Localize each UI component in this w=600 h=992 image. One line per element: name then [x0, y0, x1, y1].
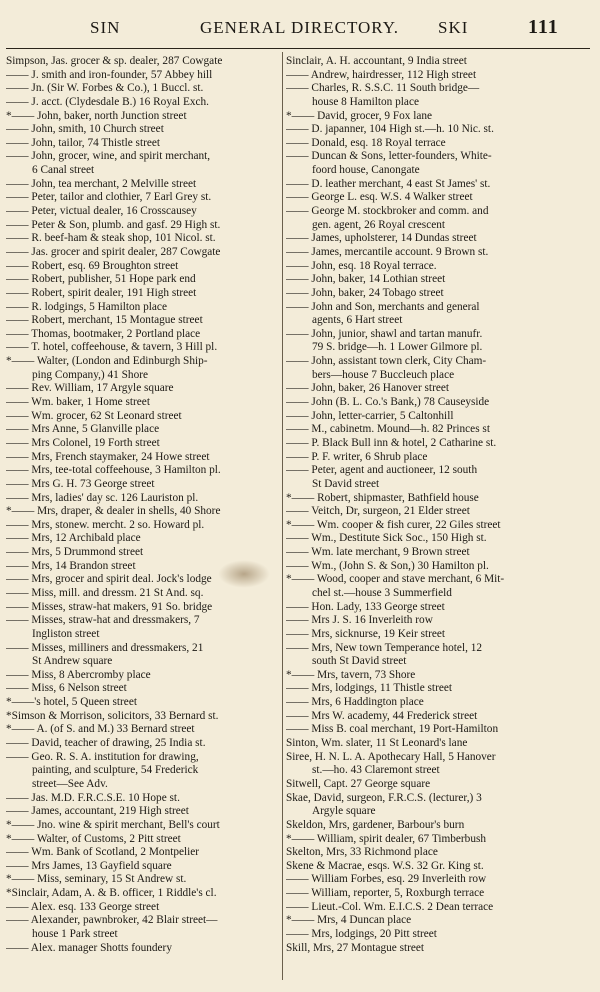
directory-entry-continuation: 79 S. bridge—h. 1 Lower Gilmore pl. — [312, 341, 483, 354]
directory-entry: *——'s hotel, 5 Queen street — [6, 696, 137, 709]
directory-entry: —— Miss, 6 Nelson street — [6, 682, 127, 695]
directory-entry: —— Geo. R. S. A. institution for drawing, — [6, 750, 199, 763]
directory-entry: Skelton, Mrs, 33 Richmond place — [286, 846, 438, 859]
header-right-guide: SKI — [438, 18, 469, 37]
directory-entry: *—— Walter, of Customs, 2 Pitt street — [6, 832, 181, 845]
directory-entry: —— R. lodgings, 5 Hamilton place — [6, 300, 167, 313]
directory-entry: —— Mrs, sicknurse, 19 Keir street — [286, 627, 446, 640]
directory-entry: —— Mrs, stonew. mercht. 2 so. Howard pl. — [6, 518, 205, 531]
directory-entry: —— Peter, tailor and clothier, 7 Earl Grey st. — [6, 191, 212, 204]
directory-entry: *—— Miss, seminary, 15 St Andrew st. — [6, 873, 187, 886]
directory-entry: —— Miss B. coal merchant, 19 Port-Hamilton — [286, 723, 499, 736]
directory-entry: Sinclair, A. H. accountant, 9 India street — [286, 55, 467, 67]
paper-stain — [218, 560, 270, 588]
directory-entry-continuation: 6 Canal street — [32, 164, 95, 177]
directory-entry: Skae, David, surgeon, F.R.C.S. (lecturer,) 3 — [286, 791, 482, 804]
directory-entry: —— George M. stockbroker and comm. and — [286, 205, 489, 218]
directory-entry: —— R. beef-ham & steak shop, 101 Nicol. st. — [6, 232, 216, 245]
directory-entry: *—— Wm. cooper & fish curer, 22 Giles street — [286, 518, 501, 531]
directory-entry: —— John, baker, 26 Hanover street — [286, 382, 449, 395]
right-column — [286, 55, 590, 955]
directory-entry: —— T. hotel, coffeehouse, & tavern, 3 Hill pl. — [6, 341, 218, 354]
directory-entry: —— Mrs, tee-total coffeehouse, 3 Hamilton pl. — [6, 464, 221, 477]
directory-entry: *—— A. (of S. and M.) 33 Bernard street — [6, 723, 195, 736]
directory-entry: —— Jas. grocer and spirit dealer, 287 Cowgate — [6, 245, 221, 258]
directory-entry: —— Wm., (John S. & Son,) 30 Hamilton pl. — [286, 559, 489, 572]
directory-entry: *—— Mrs, 4 Duncan place — [286, 914, 412, 927]
directory-entry: *—— John, baker, north Junction street — [6, 109, 187, 122]
directory-entry: —— John, baker, 14 Lothian street — [286, 273, 446, 286]
directory-entry: —— James, upholsterer, 14 Dundas street — [286, 232, 477, 245]
directory-entry: —— John, letter-carrier, 5 Caltonhill — [286, 409, 454, 422]
running-header — [0, 18, 600, 44]
directory-entry: —— P. F. writer, 6 Shrub place — [286, 450, 428, 463]
directory-entry-continuation: st.—ho. 43 Claremont street — [312, 764, 440, 777]
directory-entry-continuation: agents, 6 Hart street — [312, 314, 403, 327]
left-column — [6, 55, 280, 955]
directory-entry: —— John, grocer, wine, and spirit merchant, — [6, 150, 211, 163]
directory-entry: —— D. leather merchant, 4 east St James' st. — [286, 177, 491, 190]
directory-entry: —— John and Son, merchants and general — [286, 300, 480, 313]
directory-entry: —— Wm. baker, 1 Home street — [6, 396, 150, 409]
directory-entry: —— Hon. Lady, 133 George street — [286, 600, 445, 613]
directory-entry: —— Mrs, 5 Drummond street — [6, 546, 144, 559]
directory-entry: —— Miss, mill. and dressm. 21 St And. sq. — [6, 586, 204, 599]
directory-entry: —— Mrs G. H. 73 George street — [6, 477, 155, 490]
directory-entry-continuation: painting, and sculpture, 54 Frederick — [32, 764, 199, 777]
column-divider — [282, 52, 283, 980]
directory-entry: —— Mrs, French staymaker, 24 Howe street — [6, 450, 210, 463]
directory-entry: —— Mrs J. S. 16 Inverleith row — [286, 614, 433, 627]
directory-entry: —— Misses, straw-hat makers, 91 So. bridge — [6, 600, 213, 613]
directory-entry-continuation: gen. agent, 26 Royal crescent — [312, 218, 446, 231]
directory-entry: —— John, tailor, 74 Thistle street — [6, 136, 161, 149]
header-left-guide: SIN — [90, 18, 121, 37]
directory-entry: —— Mrs Colonel, 19 Forth street — [6, 436, 160, 449]
directory-entry: Skene & Macrae, esqs. W.S. 32 Gr. King st. — [286, 859, 484, 872]
directory-entry: —— Mrs, 12 Archibald place — [6, 532, 141, 545]
directory-entry: —— James, accountant, 219 High street — [6, 805, 189, 818]
directory-entry: —— Veitch, Dr, surgeon, 21 Elder street — [286, 505, 470, 518]
header-title: GENERAL DIRECTORY. — [200, 18, 400, 37]
directory-entry-continuation: house 8 Hamilton place — [312, 95, 419, 108]
directory-entry: —— Alex. manager Shotts foundery — [6, 941, 172, 954]
directory-entry: —— Peter, agent and auctioneer, 12 south — [286, 464, 478, 477]
directory-entry: Sinton, Wm. slater, 11 St Leonard's lane — [286, 737, 468, 750]
directory-entry: *—— Mrs, tavern, 73 Shore — [286, 668, 416, 681]
directory-entry: —— J. smith and iron-founder, 57 Abbey hill — [6, 68, 213, 81]
directory-entry: —— John (B. L. Co.'s Bank,) 78 Causeyside — [286, 396, 490, 409]
directory-entry: —— Mrs, 6 Haddington place — [286, 696, 424, 709]
directory-entry: —— William Forbes, esq. 29 Inverleith row — [286, 873, 487, 886]
directory-entry-continuation: house 1 Park street — [32, 928, 118, 940]
directory-entry: —— Donald, esq. 18 Royal terrace — [286, 136, 446, 149]
directory-entry-continuation: ping Company,) 41 Shore — [32, 368, 148, 381]
directory-entry-continuation: St Andrew square — [32, 655, 113, 668]
header-rule — [6, 48, 590, 49]
directory-entry: —— Charles, R. S.S.C. 11 South bridge— — [286, 82, 480, 95]
directory-entry: —— Robert, merchant, 15 Montague street — [6, 314, 203, 327]
directory-entry-continuation: foord house, Canongate — [312, 164, 420, 177]
directory-entry: —— Mrs Anne, 5 Glanville place — [6, 423, 160, 436]
directory-entry: *—— Mrs, draper, & dealer in shells, 40 Shore — [6, 505, 221, 518]
directory-entry: —— John, esq. 18 Royal terrace. — [286, 259, 437, 272]
directory-entry: *—— Walter, (London and Edinburgh Ship- — [6, 355, 208, 368]
directory-entry: —— J. acct. (Clydesdale B.) 16 Royal Exch. — [6, 95, 209, 108]
directory-entry: —— Misses, milliners and dressmakers, 21 — [6, 641, 204, 654]
directory-entry: —— Wm. grocer, 62 St Leonard street — [6, 409, 182, 422]
directory-entry: —— Duncan & Sons, letter-founders, White- — [286, 150, 492, 163]
directory-entry: *—— Robert, shipmaster, Bathfield house — [286, 491, 479, 504]
directory-entry: —— Miss, 8 Abercromby place — [6, 668, 151, 681]
directory-entry: —— Mrs, grocer and spirit deal. Jock's lodge — [6, 573, 212, 586]
directory-entry: —— William, reporter, 5, Roxburgh terrace — [286, 887, 485, 900]
directory-entry: —— James, mercantile account. 9 Brown st. — [286, 245, 489, 258]
directory-entry: —— Mrs, lodgings, 11 Thistle street — [286, 682, 452, 695]
directory-entry: —— Jn. (Sir W. Forbes & Co.), 1 Buccl. st. — [6, 82, 204, 95]
directory-entry: —— Lieut.-Col. Wm. E.I.C.S. 2 Dean terrace — [286, 900, 494, 913]
directory-entry-continuation: street—See Adv. — [32, 777, 108, 790]
directory-entry: —— John, smith, 10 Church street — [6, 123, 164, 136]
directory-entry: —— Robert, spirit dealer, 191 High street — [6, 286, 197, 299]
directory-entry-continuation: bers—house 7 Buccleuch place — [312, 368, 455, 381]
directory-entry: —— Mrs, New town Temperance hotel, 12 — [286, 641, 483, 654]
directory-entry: —— D. japanner, 104 High st.—h. 10 Nic. st. — [286, 123, 494, 136]
directory-entry: —— David, teacher of drawing, 25 India st. — [6, 737, 206, 750]
directory-entry: —— Mrs, 14 Brandon street — [6, 559, 136, 572]
directory-entry: *Simson & Morrison, solicitors, 33 Bernard st. — [6, 709, 219, 722]
page-number: 111 — [528, 16, 559, 38]
directory-entry: —— Wm. Bank of Scotland, 2 Montpelier — [6, 846, 200, 859]
directory-entry: —— George L. esq. W.S. 4 Walker street — [286, 191, 473, 204]
directory-entry: Skeldon, Mrs, gardener, Barbour's burn — [286, 818, 465, 831]
directory-entry: —— Thomas, bootmaker, 2 Portland place — [6, 327, 201, 340]
directory-entry: —— Mrs, ladies' day sc. 126 Lauriston pl. — [6, 491, 199, 504]
directory-entry: —— Peter, victual dealer, 16 Crosscausey — [6, 205, 197, 218]
directory-entry: —— Wm. late merchant, 9 Brown street — [286, 546, 470, 559]
directory-entry: —— Robert, publisher, 51 Hope park end — [6, 273, 196, 286]
directory-entry-continuation: south St David street — [312, 655, 407, 668]
directory-entry: —— Alex. esq. 133 George street — [6, 900, 160, 913]
directory-entry: —— M., cabinetm. Mound—h. 82 Princes st — [286, 423, 490, 436]
directory-entry: *—— William, spirit dealer, 67 Timberbush — [286, 832, 487, 845]
directory-entry: *Sinclair, Adam, A. & B. officer, 1 Riddle's cl. — [6, 887, 217, 900]
directory-entry: —— John, tea merchant, 2 Melville street — [6, 177, 197, 190]
directory-entry: —— John, assistant town clerk, City Cham- — [286, 355, 487, 368]
directory-entry: —— Jas. M.D. F.R.C.S.E. 10 Hope st. — [6, 791, 180, 804]
directory-entry-continuation: Ingliston street — [32, 627, 100, 640]
directory-entry: —— Wm., Destitute Sick Soc., 150 High st. — [286, 532, 487, 545]
directory-entry: —— P. Black Bull inn & hotel, 2 Catharine st. — [286, 436, 497, 449]
directory-entry: Simpson, Jas. grocer & sp. dealer, 287 Cowgate — [6, 55, 223, 67]
directory-entry: *—— Jno. wine & spirit merchant, Bell's court — [6, 818, 220, 831]
directory-entry-continuation: chel st.—house 3 Summerfield — [312, 586, 452, 599]
directory-entry: —— Robert, esq. 69 Broughton street — [6, 259, 179, 272]
directory-entry: —— Alexander, pawnbroker, 42 Blair street— — [6, 914, 218, 927]
directory-entry: —— Andrew, hairdresser, 112 High street — [286, 68, 477, 81]
directory-entry: *—— Wood, cooper and stave merchant, 6 Mit- — [286, 573, 505, 586]
directory-entry: —— Mrs, lodgings, 20 Pitt street — [286, 928, 437, 940]
directory-entry: —— Rev. William, 17 Argyle square — [6, 382, 174, 395]
directory-entry: —— John, junior, shawl and tartan manufr. — [286, 327, 483, 340]
directory-entry: —— Peter & Son, plumb. and gasf. 29 High st. — [6, 218, 221, 231]
directory-entry: —— Mrs W. academy, 44 Frederick street — [286, 709, 478, 722]
directory-entry: Skill, Mrs, 27 Montague street — [286, 941, 425, 954]
directory-entry: *—— David, grocer, 9 Fox lane — [286, 109, 433, 122]
directory-entry-continuation: St David street — [312, 477, 380, 490]
directory-entry: —— John, baker, 24 Tobago street — [286, 286, 444, 299]
directory-entry-continuation: Argyle square — [312, 805, 376, 818]
directory-entry: Sitwell, Capt. 27 George square — [286, 777, 431, 790]
directory-entry: Siree, H. N. L. A. Apothecary Hall, 5 Hanover — [286, 750, 496, 763]
directory-entry: —— Misses, straw-hat and dressmakers, 7 — [6, 614, 200, 627]
directory-entry: —— Mrs James, 13 Gayfield square — [6, 859, 172, 872]
